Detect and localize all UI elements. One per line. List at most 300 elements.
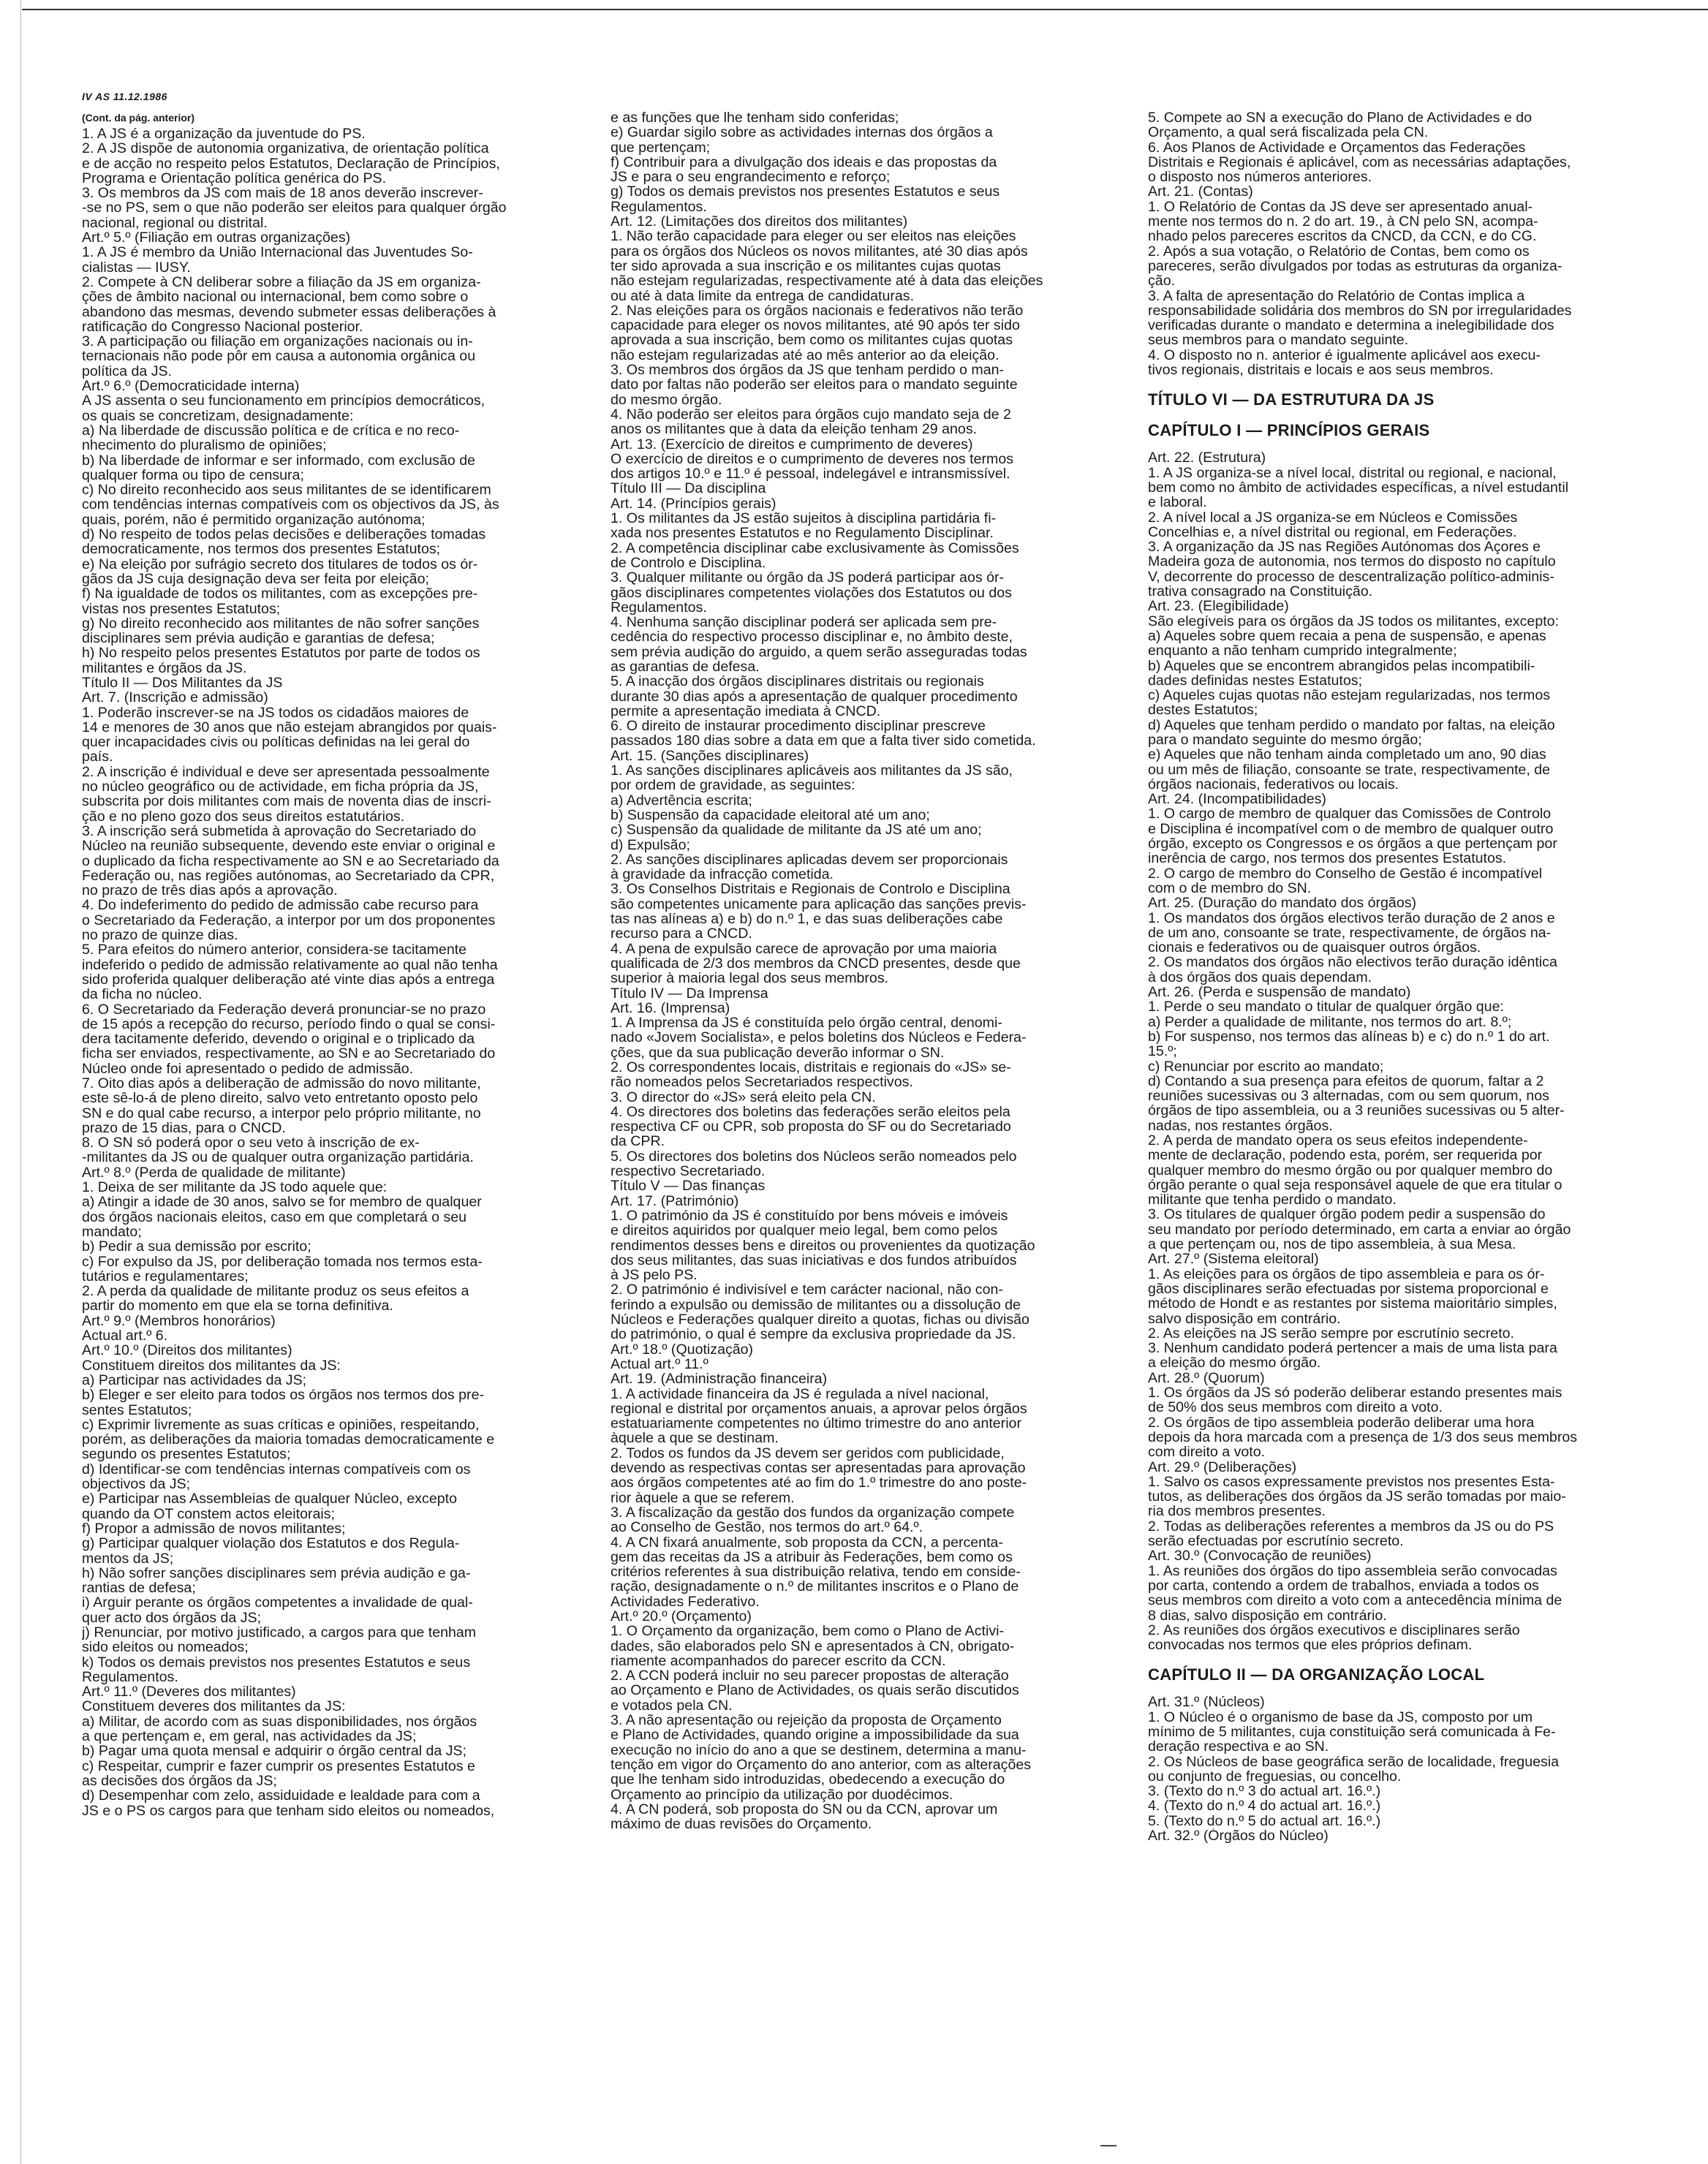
text-line: h) Não sofrer sanções disciplinares sem prévia audição e ga-: [82, 1565, 471, 1581]
text-line: Núcleos e Federações qualquer direito a quotas, fichas ou divisão: [611, 1312, 1029, 1328]
text-line: 3. A fiscalização da gestão dos fundos da organização compete: [611, 1505, 1015, 1521]
text-line: máximo de duas revisões do Orçamento.: [611, 1817, 872, 1832]
text-line: 2. Os Núcleos de base geográfica serão de localidade, freguesia: [1148, 1754, 1560, 1769]
text-line: 14 e menores de 30 anos que não estejam abrangidos por quais-: [82, 719, 497, 735]
text-line: gem das receitas da JS a atribuir às Federações, bem como os: [611, 1549, 1013, 1565]
text-line: JS e o PS os cargos para que tenham sido eleitos ou nomeados,: [82, 1803, 495, 1818]
text-line: responsabilidade solidária dos membros do SN por irregularidades: [1148, 303, 1572, 319]
text-line: que pertençam;: [611, 140, 711, 155]
text-line: b) Pagar uma quota mensal e adquirir o órgão central da JS;: [82, 1744, 467, 1759]
text-line: 7. Oito dias após a deliberação de admissão do novo militante,: [82, 1076, 481, 1092]
text-line: dato por faltas não poderão ser eleitos para o mandato seguinte: [611, 377, 1018, 393]
text-line: -se no PS, sem o que não poderão ser eleitos para qualquer órgão: [82, 200, 507, 216]
text-line: e) Participar nas Assembleias de qualquer Núcleo, excepto: [82, 1491, 457, 1507]
text-line: 1. A actividade financeira da JS é regulada a nível nacional,: [611, 1386, 989, 1401]
text-line: com direito a voto.: [1148, 1445, 1266, 1460]
text-line: ou até à data limite da entrega de candidaturas.: [611, 288, 915, 303]
text-line: 2. Os órgãos de tipo assembleia poderão deliberar uma hora: [1148, 1415, 1535, 1430]
text-line: A JS assenta o seu funcionamento em princípios democráticos,: [82, 393, 485, 409]
page-edge: [20, 0, 21, 2164]
bottom-dash: [1100, 2145, 1116, 2146]
text-line: 1. Poderão inscrever-se na JS todos os cidadãos maiores de: [82, 705, 469, 720]
text-line: Núcleo onde foi apresentado o pedido de admissão.: [82, 1061, 414, 1076]
text-line: 1. Os militantes da JS estão sujeitos à disciplina partidária fi-: [611, 511, 997, 526]
text-line: 4. Não poderão ser eleitos para órgãos cujo mandato seja de 2: [611, 406, 1011, 423]
text-line: Art. 15. (Sanções disciplinares): [611, 748, 809, 764]
text-line: enquanto a não tenham cumprido integralmente;: [1148, 643, 1457, 659]
text-line: Art.º 18.º (Quotização): [611, 1342, 754, 1357]
text-line: e as funções que lhe tenham sido conferidas;: [611, 110, 899, 126]
text-line: 1. Os órgãos da JS só poderão deliberar estando presentes mais: [1148, 1385, 1562, 1401]
text-line: sido eleitos ou nomeados;: [82, 1640, 249, 1655]
text-line: à JS pelo PS.: [611, 1268, 698, 1283]
text-line: rão nomeados pelos Secretariados respectivos.: [611, 1075, 913, 1090]
text-line: 1. O Relatório de Contas da JS deve ser apresentado anual-: [1148, 199, 1533, 215]
text-line: do mesmo órgão.: [611, 392, 722, 407]
text-line: Art. 30.º (Convocação de reuniões): [1148, 1548, 1372, 1564]
text-line: 8 dias, salvo disposição em contrário.: [1148, 1608, 1387, 1623]
text-line: ções, que da sua publicação deverão informar o SN.: [611, 1045, 945, 1060]
text-line: 2. As eleições na JS serão sempre por escrutínio secreto.: [1148, 1325, 1514, 1342]
text-line: São elegíveis para os órgãos da JS todos os militantes, excepto:: [1148, 613, 1560, 629]
text-line: critérios referentes à sua distribuição relativa, tendo em conside-: [611, 1565, 1021, 1580]
text-line: Art. 31.º (Núcleos): [1148, 1695, 1265, 1710]
text-line: b) Pedir a sua demissão por escrito;: [82, 1239, 311, 1255]
text-line: no prazo de quinze dias.: [82, 928, 238, 943]
text-line: 3. Os membros da JS com mais de 18 anos deverão inscrever-: [82, 186, 483, 201]
text-line: pareceres, serão divulgados por todas as estruturas da organiza-: [1148, 258, 1562, 274]
text-line: mente nos termos do n. 2 do art. 19., à CN pelo SN, acompa-: [1148, 214, 1538, 230]
text-line: convocadas nos termos que eles próprios definam.: [1148, 1638, 1473, 1653]
text-line: 1. As eleições para os órgãos de tipo assembleia e para os ór-: [1148, 1266, 1545, 1282]
text-line: os quais se concretizam, designadamente:: [82, 408, 354, 423]
text-line: ou um mês de filiação, consoante se trate, respectivamente, de: [1148, 762, 1551, 777]
text-line: Título IV — Da Imprensa: [611, 985, 768, 1001]
text-line: 3. A inscrição será submetida à aprovação do Secretariado do: [82, 823, 477, 839]
text-line: dos artigos 10.º e 11.º é pessoal, indelegável e intransmissível.: [611, 466, 1010, 482]
text-line: tutos, as deliberações dos órgãos da JS serão tomadas por maio-: [1148, 1489, 1566, 1505]
text-line: Art.º 9.º (Membros honorários): [82, 1313, 276, 1329]
text-line: e) Na eleição por sufrágio secreto dos titulares de todos os ór-: [82, 556, 478, 572]
text-line: d) No respeito de todos pelas decisões e deliberações tomadas: [82, 527, 486, 542]
text-line: a) Na liberdade de discussão política e de crítica e no reco-: [82, 423, 460, 439]
text-line: de um ano, consoante se trate, respectivamente, de órgãos na-: [1148, 925, 1552, 941]
text-line: 5. A inacção dos órgãos disciplinares distritais ou regionais: [611, 674, 984, 689]
text-line: Núcleo na reunião subsequente, devendo este enviar o original e: [82, 839, 496, 854]
text-line: Art. 26. (Perda e suspensão de mandato): [1148, 985, 1411, 1000]
text-line: do património, o qual é sempre da exclusiva propriedade da JS.: [611, 1327, 1016, 1342]
text-line: subscrita por dois militantes com mais de noventa dias de inscri-: [82, 794, 491, 809]
text-line: 2. As sanções disciplinares aplicadas devem ser proporcionais: [611, 852, 1008, 868]
text-line: ter sido aprovada a sua inscrição e os militantes cujas quotas: [611, 258, 1001, 274]
text-line: execução no início do ano a que se destinem, determina a manu-: [611, 1742, 1027, 1758]
text-line: 1. Não terão capacidade para eleger ou ser eleitos nas eleições: [611, 229, 1016, 244]
text-line: xada nos presentes Estatutos e no Regulamento Disciplinar.: [611, 526, 994, 541]
text-line: permite a apresentação imediata à CNCD.: [611, 703, 881, 719]
text-line: no prazo de três dias após a aprovação.: [82, 883, 338, 898]
text-line: órgão, excepto os Congressos e os órgãos a que pertençam por: [1148, 836, 1557, 852]
text-line: bem como no âmbito de actividades específicas, a nível estudantil: [1148, 480, 1569, 496]
text-line: tutários e regulamentares;: [82, 1268, 249, 1285]
text-line: ferindo a expulsão ou demissão de militantes ou a dissolução de: [611, 1297, 1021, 1313]
text-line: cialistas — IUSY.: [82, 260, 191, 275]
text-line: dades, são elaborados pelo SN e apresentados à CN, obrigato-: [611, 1638, 1015, 1654]
text-line: 3. A não apresentação ou rejeição da proposta de Orçamento: [611, 1713, 1002, 1728]
text-line: de 50% dos seus membros com direito a voto.: [1148, 1400, 1443, 1415]
section-heading: TÍTULO VI — DA ESTRUTURA DA JS: [1148, 390, 1435, 409]
text-line: 3. (Texto do n.º 3 do actual art. 16.º.): [1148, 1784, 1381, 1799]
text-line: rendimentos desses bens e direitos ou provenientes da quotização: [611, 1238, 1035, 1253]
text-line: Orçamento, a qual será fiscalizada pela CN.: [1148, 125, 1429, 140]
text-line: 1. As sanções disciplinares aplicáveis aos militantes da JS são,: [611, 763, 1013, 779]
text-line: as garantias de defesa.: [611, 659, 760, 675]
text-line: 2. O cargo de membro do Conselho de Gestão é incompatível: [1148, 866, 1543, 881]
text-line: dos órgãos nacionais eleitos, caso em que completará o seu: [82, 1209, 467, 1225]
text-line: Actual art.º 6.: [82, 1328, 168, 1344]
text-line: c) Aqueles cujas quotas não estejam regularizadas, nos termos: [1148, 688, 1551, 703]
text-line: no núcleo geográfico ou de actividade, em ficha própria da JS,: [82, 779, 479, 795]
text-line: d) Identificar-se com tendências internas compatíveis com os: [82, 1461, 471, 1478]
text-line: 3. Os Conselhos Distritais e Regionais de Controlo e Disciplina: [611, 882, 1010, 897]
text-line: verificadas durante o mandato e determina a inelegibilidade dos: [1148, 318, 1554, 333]
text-line: tas nas alíneas a) e b) do n.º 1, e das suas deliberações cabe: [611, 912, 1003, 927]
text-line: c) Suspensão da qualidade de militante da JS até um ano;: [611, 822, 982, 838]
text-line: partir do momento em que ela se torna definitiva.: [82, 1298, 393, 1314]
text-line: nacional, regional ou distrital.: [82, 215, 268, 231]
text-line: c) No direito reconhecido aos seus militantes de se identificarem: [82, 483, 491, 498]
text-line: sentes Estatutos;: [82, 1402, 192, 1418]
text-column-1: [82, 126, 583, 1818]
text-line: não estejam regularizadas até ao mês anterior ao da eleição.: [611, 347, 1000, 363]
text-line: quer incapacidades civis ou políticas definidas na lei geral do: [82, 735, 470, 750]
text-line: 4. A pena de expulsão carece de aprovação por uma maioria: [611, 941, 997, 956]
text-line: durante 30 dias após a apresentação de qualquer procedimento: [611, 689, 1018, 704]
text-line: a) Aqueles sobre quem recaia a pena de suspensão, e apenas: [1148, 628, 1546, 644]
text-line: Art. 7. (Inscrição e admissão): [82, 690, 268, 705]
page-header: IV AS 11.12.1986: [82, 91, 167, 102]
text-line: Actividades Federativo.: [611, 1594, 760, 1609]
text-line: órgãos de tipo assembleia, ou a 3 reuniões sucessivas ou 5 alter-: [1148, 1103, 1565, 1119]
text-line: c) For expulso da JS, por deliberação tomada nos termos esta-: [82, 1254, 483, 1269]
text-line: órgãos nacionais, federativos ou locais.: [1148, 776, 1399, 792]
text-line: à gravidade da infracção cometida.: [611, 867, 834, 882]
text-line: 5. (Texto do n.º 5 do actual art. 16.º.): [1148, 1813, 1381, 1829]
text-line: 1. Os mandatos dos órgãos electivos terão duração de 2 anos e: [1148, 910, 1555, 926]
text-line: a eleição do mesmo órgão.: [1148, 1355, 1321, 1371]
text-line: 3. O director do «JS» será eleito pela CN.: [611, 1089, 876, 1105]
text-line: tivos regionais, distritais e locais e aos seus membros.: [1148, 363, 1494, 378]
text-line: porém, as deliberações da maioria tomadas democraticamente e: [82, 1432, 495, 1448]
text-line: respectivo Secretariado.: [611, 1164, 766, 1179]
text-line: Art. 29.º (Deliberações): [1148, 1459, 1297, 1475]
text-line: da ficha no núcleo.: [82, 987, 203, 1002]
continuation-note: (Cont. da pág. anterior): [82, 112, 194, 124]
text-line: 5. Para efeitos do número anterior, considera-se tacitamente: [82, 942, 467, 958]
text-line: Art.º 5.º (Filiação em outras organizações): [82, 230, 351, 246]
text-line: 1. A Imprensa da JS é constituída pelo órgão central, denomi-: [611, 1015, 1002, 1031]
text-line: devendo as respectivas contas ser apresentadas para aprovação: [611, 1461, 1026, 1476]
text-line: 2. As reuniões dos órgãos executivos e disciplinares serão: [1148, 1622, 1520, 1638]
text-line: são competentes unicamente para aplicação das sanções previs-: [611, 896, 1027, 912]
text-line: 6. O Secretariado da Federação deverá pronunciar-se no prazo: [82, 1002, 486, 1017]
text-line: ções de âmbito nacional ou internacional, bem como sobre o: [82, 290, 469, 305]
text-line: 1. As reuniões dos órgãos do tipo assembleia serão convocadas: [1148, 1563, 1557, 1578]
text-line: Constituem deveres dos militantes da JS:: [82, 1699, 346, 1714]
text-line: rantias de defesa;: [82, 1581, 196, 1596]
text-line: Título II — Dos Militantes da JS: [82, 675, 283, 691]
text-line: 1. O cargo de membro de qualquer das Comissões de Controlo: [1148, 806, 1552, 822]
text-line: democraticamente, nos termos dos presentes Estatutos;: [82, 542, 441, 557]
text-column-3: [1148, 110, 1650, 1843]
text-line: cedência do respectivo processo disciplinar e, no âmbito deste,: [611, 629, 1013, 645]
text-line: cionais e federativos ou de quaisquer outros órgãos.: [1148, 940, 1481, 956]
text-line: Art. 24. (Incompatibilidades): [1148, 792, 1326, 807]
text-line: 2. A CCN poderá incluir no seu parecer propostas de alteração: [611, 1668, 1009, 1684]
text-line: estatuariamente competentes no último trimestre do ano anterior: [611, 1416, 1021, 1431]
text-line: i) Arguir perante os órgãos competentes a invalidade de qual-: [82, 1595, 473, 1611]
text-line: serão efectuadas por escrutínio secreto.: [1148, 1534, 1404, 1549]
text-line: mentos da JS;: [82, 1551, 174, 1566]
text-line: mínimo de 5 militantes, cuja constituição será comunicada à Fe-: [1148, 1724, 1556, 1740]
text-line: 4. O disposto no n. anterior é igualmente aplicável aos execu-: [1148, 347, 1541, 363]
text-line: com tendências internas compatíveis com os objectivos da JS, às: [82, 497, 499, 512]
text-line: dos seus militantes, das suas iniciativas e dos fundos atribuídos: [611, 1252, 1017, 1268]
text-line: mandato;: [82, 1224, 142, 1240]
text-line: b) Na liberdade de informar e ser informado, com exclusão de: [82, 453, 476, 468]
text-line: c) Exprimir livremente as suas críticas e opiniões, respeitando,: [82, 1417, 480, 1433]
text-line: política da JS.: [82, 363, 173, 379]
text-line: abandono das mesmas, devendo submeter essas deliberações à: [82, 304, 496, 319]
text-line: j) Renunciar, por motivo justificado, a cargos para que tenham: [82, 1624, 477, 1641]
text-line: g) Participar qualquer violação dos Estatutos e dos Regula-: [82, 1536, 460, 1551]
text-line: a) Advertência escrita;: [611, 792, 752, 808]
text-line: 2. Após a sua votação, o Relatório de Contas, bem como os: [1148, 243, 1530, 259]
text-line: Art. 22. (Estrutura): [1148, 450, 1266, 466]
text-line: 1. A JS é a organização da juventude do PS.: [82, 126, 366, 142]
text-line: c) Respeitar, cumprir e fazer cumprir os presentes Estatutos e: [82, 1758, 475, 1774]
text-column-2: [611, 110, 1112, 1831]
text-line: por carta, contendo a ordem de trabalhos, enviada a todos os: [1148, 1578, 1539, 1594]
text-line: 1. Deixa de ser militante da JS todo aquele que:: [82, 1180, 388, 1195]
text-line: nhado pelos pareceres escritos da CNCD, da CCN, e do CG.: [1148, 229, 1537, 244]
text-line: e) Aqueles que não tenham ainda completado um ano, 90 dias: [1148, 747, 1546, 763]
text-line: Art. 21. (Contas): [1148, 184, 1253, 200]
text-line: mente de declaração, podendo esta, porém, ser requerida por: [1148, 1148, 1543, 1163]
text-line: 4. Nenhuma sanção disciplinar poderá ser aplicada sem pre-: [611, 615, 997, 630]
text-line: Art. 25. (Duração do mandato dos órgãos): [1148, 896, 1417, 911]
text-line: ou conjunto de freguesias, ou concelho.: [1148, 1768, 1402, 1785]
text-line: 2. A perda de mandato opera os seus efeitos independente-: [1148, 1133, 1528, 1149]
text-line: 15.º;: [1148, 1044, 1177, 1059]
text-line: o Secretariado da Federação, a interpor por um dos proponentes: [82, 912, 496, 928]
text-line: 1. O património da JS é constituído por bens móveis e imóveis: [611, 1208, 1008, 1224]
section-heading: CAPÍTULO II — DA ORGANIZAÇÃO LOCAL: [1148, 1665, 1485, 1684]
text-line: país.: [82, 749, 113, 765]
text-line: -militantes da JS ou de qualquer outra organização partidária.: [82, 1150, 474, 1165]
text-line: Madeira goza de autonomia, nos termos do disposto no capítulo: [1148, 554, 1556, 570]
text-line: regional e distrital por orçamentos anuais, a aprovar pelos órgãos: [611, 1401, 1027, 1417]
text-line: objectivos da JS;: [82, 1477, 191, 1492]
text-line: depois da hora marcada com a presença de 1/3 dos seus membros: [1148, 1429, 1578, 1445]
text-line: reuniões sucessivas ou 3 alternadas, com ou sem quorum, nos: [1148, 1089, 1549, 1104]
text-line: o disposto nos números anteriores.: [1148, 170, 1372, 185]
text-line: b) Aqueles que se encontrem abrangidos pelas incompatibili-: [1148, 658, 1535, 673]
text-line: d) Expulsão;: [611, 837, 690, 852]
text-line: qualquer forma ou tipo de censura;: [82, 467, 304, 483]
text-line: para o mandato seguinte do mesmo órgão;: [1148, 732, 1422, 748]
text-line: gãos da JS cuja designação deva ser feita por eleição;: [82, 571, 429, 587]
text-line: respectiva CF ou CPR, sob proposta do SF ou do Secretariado: [611, 1119, 1011, 1135]
text-line: 1. A JS organiza-se a nível local, distrital ou regional, e nacional,: [1148, 465, 1557, 480]
text-line: Art.º 6.º (Democraticidade interna): [82, 379, 300, 394]
text-line: f) Na igualdade de todos os militantes, com as excepções pre-: [82, 586, 478, 602]
text-line: ção e no pleno gozo dos seus direitos estatutários.: [82, 809, 405, 824]
text-line: e direitos aquiridos por qualquer meio legal, bem como pelos: [611, 1223, 998, 1238]
text-line: Título III — Da disciplina: [611, 481, 766, 496]
text-line: 2. Nas eleições para os órgãos nacionais e federativos não terão: [611, 303, 1024, 319]
text-line: seus membros para o mandato seguinte.: [1148, 333, 1409, 348]
text-line: Título V — Das finanças: [611, 1179, 766, 1194]
text-line: 3. Qualquer militante ou órgão da JS poderá participar aos ór-: [611, 570, 1005, 586]
text-line: recurso para a CNCD.: [611, 926, 752, 942]
text-line: destes Estatutos;: [1148, 703, 1258, 718]
text-line: b) Eleger e ser eleito para todos os órgãos nos termos dos pre-: [82, 1388, 485, 1403]
text-line: ternacionais não pode pôr em causa a autonomia orgânica ou: [82, 349, 476, 364]
text-line: 1. A JS é membro da União Internacional das Juventudes So-: [82, 245, 473, 260]
text-line: 6. O direito de instaurar procedimento disciplinar prescreve: [611, 719, 986, 734]
text-line: Art. 17. (Património): [611, 1193, 739, 1208]
text-line: quando da OT constem actos eleitorais;: [82, 1506, 335, 1521]
text-line: 2. Todos os fundos da JS devem ser geridos com publicidade,: [611, 1445, 1005, 1461]
text-line: a) Militar, de acordo com as suas disponibilidades, nos órgãos: [82, 1714, 477, 1730]
text-line: 1. O Núcleo é o organismo de base da JS, composto por um: [1148, 1709, 1533, 1725]
text-line: prazo de 15 dias, para o CNCD.: [82, 1120, 286, 1136]
text-line: 5. Os directores dos boletins dos Núcleos serão nomeados pelo: [611, 1149, 1017, 1165]
text-line: c) Renunciar por escrito ao mandato;: [1148, 1059, 1384, 1074]
text-line: as decisões dos órgãos da JS;: [82, 1773, 277, 1789]
text-line: Regulamentos.: [611, 599, 707, 616]
text-line: com o de membro do SN.: [1148, 880, 1312, 896]
text-line: órgão perante o qual seja responsável aquele de que era titular o: [1148, 1177, 1562, 1193]
text-line: sido proferida qualquer deliberação até vinte dias após a entrega: [82, 972, 495, 988]
text-line: não estejam regularizadas, respectivamente até à data das eleições: [611, 273, 1043, 289]
text-line: àquele a que se destinam.: [611, 1431, 779, 1446]
text-line: aos órgãos competentes até ao fim do 1.º trimestre do ano poste-: [611, 1475, 1027, 1491]
text-line: 4. A CN poderá, sob proposta do SN ou da CCN, aprovar um: [611, 1801, 998, 1817]
text-line: Art. 28.º (Quorum): [1148, 1370, 1265, 1386]
text-line: Art. 23. (Elegibilidade): [1148, 599, 1289, 614]
text-line: 3. Os membros dos órgãos da JS que tenham perdido o man-: [611, 363, 1005, 378]
text-line: dades definidas nestes Estatutos;: [1148, 673, 1363, 689]
text-line: qualificada de 2/3 dos membros da CNCD presentes, desde que: [611, 956, 1021, 972]
text-line: e Plano de Actividades, quando origine a impossibilidade da sua: [611, 1728, 1019, 1743]
text-line: e Disciplina é incompatível com o de membro de qualquer outro: [1148, 821, 1554, 837]
text-line: 6. Aos Planos de Actividade e Orçamentos das Federações: [1148, 140, 1526, 155]
text-line: qualquer membro do mesmo órgão ou por qualquer membro do: [1148, 1162, 1553, 1178]
text-line: 2. Todas as deliberações referentes a membros da JS ou do PS: [1148, 1518, 1554, 1535]
text-line: salvo disposição em contrário.: [1148, 1311, 1341, 1326]
text-line: h) No respeito pelos presentes Estatutos por parte de todos os: [82, 646, 480, 661]
text-line: Orçamento ao princípio da utilização por duodécimos.: [611, 1787, 953, 1802]
text-line: anos os militantes que à data da eleição tenham 29 anos.: [611, 422, 978, 437]
text-line: Art. 16. (Imprensa): [611, 1000, 730, 1016]
text-line: a) Participar nas actividades da JS;: [82, 1372, 307, 1388]
text-line: Actual art.º 11.º: [611, 1356, 708, 1372]
text-line: ao Orçamento e Plano de Actividades, os quais serão discutidos: [611, 1683, 1019, 1698]
text-line: capacidade para eleger os novos militantes, até 90 após ter sido: [611, 318, 1020, 333]
text-line: 2. A perda da qualidade de militante produz os seus efeitos a: [82, 1284, 469, 1299]
text-line: disciplinares sem prévia audição e garantias de defesa;: [82, 631, 435, 646]
text-line: da CPR.: [611, 1134, 665, 1149]
text-line: militantes e órgãos da JS.: [82, 660, 247, 676]
text-line: 2. Os mandatos dos órgãos não electivos terão duração idêntica: [1148, 955, 1557, 970]
text-line: JS e para o seu engrandecimento e reforço;: [611, 170, 891, 185]
text-line: a) Atingir a idade de 30 anos, salvo se for membro de qualquer: [82, 1195, 482, 1210]
text-line: de Controlo e Disciplina.: [611, 555, 766, 571]
text-line: Art. 13. (Exercício de direitos e cumprimento de deveres): [611, 436, 973, 452]
text-line: 4. (Texto do n.º 4 do actual art. 16.º.): [1148, 1798, 1381, 1814]
text-line: vistas nos presentes Estatutos;: [82, 601, 281, 616]
text-line: f) Propor a admissão de novos militantes;: [82, 1521, 346, 1537]
text-line: V, decorrente do processo de descentralização político-adminis-: [1148, 569, 1554, 585]
text-line: 3. A organização da JS nas Regiões Autónomas dos Açores e: [1148, 540, 1541, 555]
text-line: Art. 27.º (Sistema eleitoral): [1148, 1252, 1319, 1267]
text-line: ratificação do Congresso Nacional posterior.: [82, 319, 363, 335]
text-line: e laboral.: [1148, 495, 1207, 510]
text-line: a que pertençam e, em geral, nas actividades da JS;: [82, 1729, 417, 1744]
text-line: nadas, nos restantes órgãos.: [1148, 1118, 1333, 1133]
text-line: Distritais e Regionais é aplicável, com as necessárias adaptações,: [1148, 154, 1571, 170]
text-line: 1. Perde o seu mandato o titular de qualquer órgão que:: [1148, 999, 1504, 1015]
text-line: à dos órgãos dos quais dependam.: [1148, 969, 1372, 985]
text-line: d) Contando a sua presença para efeitos de quorum, faltar a 2: [1148, 1073, 1544, 1089]
text-line: 2. Os correspondentes locais, distritais e regionais do «JS» se-: [611, 1060, 1011, 1075]
text-line: 3. Nenhum candidato poderá pertencer a mais de uma lista para: [1148, 1341, 1557, 1356]
text-line: 3. A falta de apresentação do Relatório de Contas implica a: [1148, 288, 1525, 303]
text-line: e de acção no respeito pelos Estatutos, Declaração de Princípios,: [82, 156, 500, 171]
text-line: d) Desempenhar com zelo, assiduidade e lealdade para com a: [82, 1788, 480, 1804]
text-line: e votados pela CN.: [611, 1698, 733, 1714]
text-line: g) No direito reconhecido aos militantes de não sofrer sanções: [82, 616, 480, 632]
text-line: rior àquele a que se referem.: [611, 1490, 795, 1505]
text-line: sem prévia audição do arguido, a quem serão asseguradas todas: [611, 644, 1027, 659]
text-line: 2. A nível local a JS organiza-se em Núcleos e Comissões: [1148, 510, 1518, 525]
text-line: Federação ou, nas regiões autónomas, ao Secretariado da CPR,: [82, 868, 495, 884]
text-line: 2. O património é indivisível e tem carácter nacional, não con-: [611, 1282, 1003, 1298]
text-line: nado «Jovem Socialista», e pelos boletins dos Núcleos e Federa-: [611, 1030, 1027, 1045]
text-line: 4. Os directores dos boletins das federações serão eleitos pela: [611, 1104, 1010, 1120]
text-line: 1. O Orçamento da organização, bem como o Plano de Activi-: [611, 1624, 1005, 1639]
text-line: e) Guardar sigilo sobre as actividades internas dos órgãos a: [611, 125, 993, 140]
text-line: passados 180 dias sobre a data em que a falta tiver sido cometida.: [611, 733, 1036, 749]
text-line: Art.º 8.º (Perda de qualidade de militante): [82, 1165, 346, 1181]
text-line: inerência de cargo, nos termos dos presentes Estatutos.: [1148, 851, 1507, 866]
text-line: b) Suspensão da capacidade eleitoral até um ano;: [611, 807, 930, 823]
text-line: seus membros com direito a voto com a antecedência mínima de: [1148, 1593, 1562, 1608]
text-line: O exercício de direitos e o cumprimento de deveres nos termos: [611, 451, 1014, 467]
text-line: Art.º 11.º (Deveres dos militantes): [82, 1684, 296, 1700]
text-line: seu mandato por período determinado, em carta a enviar ao órgão: [1148, 1222, 1571, 1238]
text-line: a que pertençam ou, nos de tipo assembleia, à sua Mesa.: [1148, 1237, 1516, 1252]
text-line: para os órgãos dos Núcleos os novos militantes, até 30 dias após: [611, 243, 1028, 259]
text-line: Concelhias e, a nível distrital ou regional, em Federações.: [1148, 524, 1517, 540]
text-line: Art. 32.º (Órgãos do Núcleo): [1148, 1828, 1329, 1844]
text-line: quer acto dos órgãos da JS;: [82, 1610, 262, 1625]
text-line: 2. A JS dispõe de autonomia organizativa, de orientação política: [82, 141, 489, 156]
text-line: Art. 12. (Limitações dos direitos dos militantes): [611, 214, 908, 230]
text-line: superior à maioria legal dos seus membros.: [611, 971, 889, 986]
text-line: 3. A participação ou filiação em organizações nacionais ou in-: [82, 334, 473, 349]
